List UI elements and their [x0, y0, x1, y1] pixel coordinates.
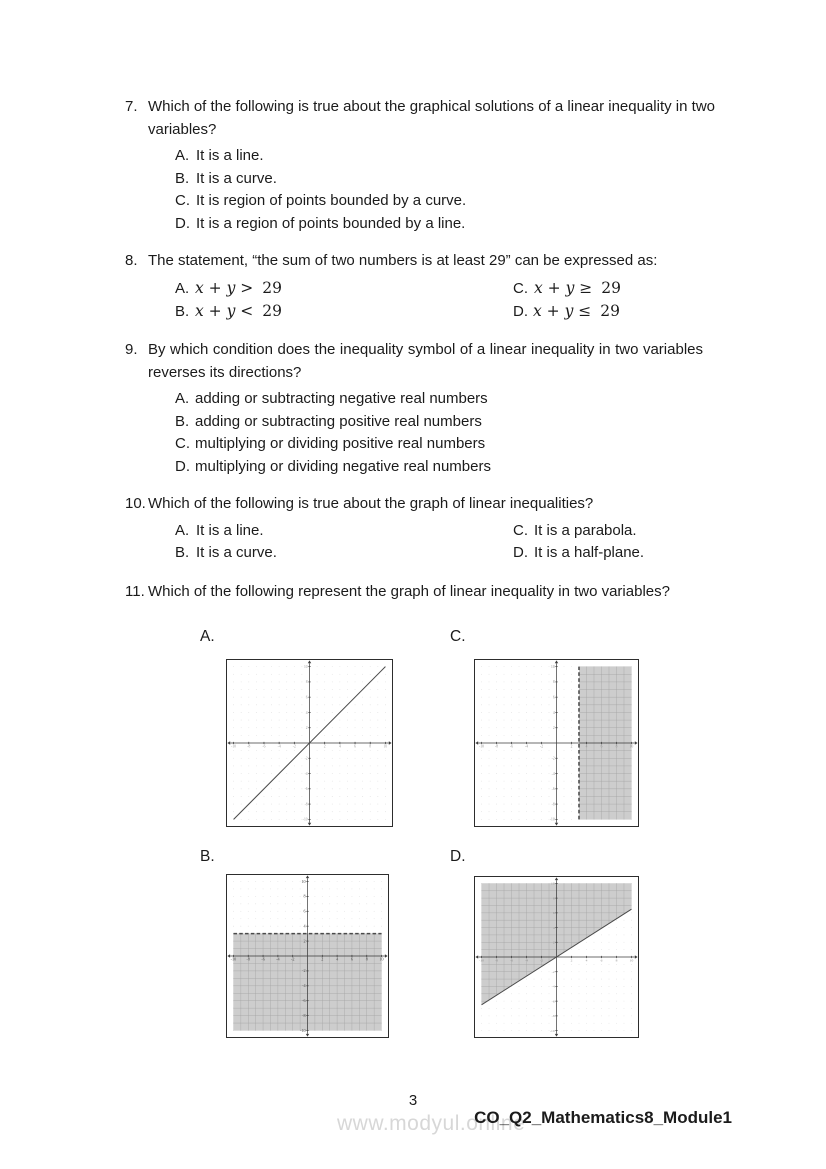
- option-10b: [175, 542, 513, 565]
- svg-text:-4: -4: [277, 744, 281, 749]
- option-9a-label: A.: [175, 390, 190, 407]
- svg-text:4: 4: [305, 710, 308, 715]
- svg-text:10: 10: [551, 664, 555, 669]
- svg-text:6: 6: [552, 695, 555, 700]
- graph-choice-label-b: B.: [200, 848, 215, 865]
- svg-text:-4: -4: [302, 983, 306, 989]
- option-10b-label: B.: [175, 544, 190, 561]
- option-10d-text: It is a half-plane.: [534, 544, 645, 561]
- svg-text:-2: -2: [540, 958, 544, 963]
- option-9b-text: adding or subtracting positive real numbers: [195, 412, 482, 430]
- svg-text:2: 2: [570, 958, 573, 963]
- svg-text:2: 2: [305, 726, 308, 731]
- svg-text:2: 2: [552, 726, 555, 731]
- svg-text:-6: -6: [510, 958, 514, 963]
- option-8a-expression: x + y >: [195, 278, 254, 297]
- svg-text:8: 8: [305, 680, 308, 685]
- question-9-number: 9.: [125, 341, 138, 358]
- option-10c-label: C.: [513, 521, 528, 539]
- option-8b: [175, 300, 513, 324]
- question-8-options: [175, 277, 745, 324]
- question-10-number: 10.: [125, 495, 146, 512]
- question-7-text: Which of the following is true about the graphical solutions of a linear inequality in two variables?: [148, 98, 715, 138]
- svg-text:8: 8: [615, 744, 618, 749]
- svg-text:-6: -6: [302, 997, 306, 1004]
- svg-text:-10: -10: [300, 1027, 306, 1033]
- question-8: [125, 250, 745, 324]
- svg-text:10: 10: [379, 956, 384, 962]
- svg-text:-10: -10: [479, 744, 484, 749]
- option-7a: [175, 145, 730, 168]
- question-11-number: 11.: [125, 583, 145, 600]
- svg-text:-10: -10: [302, 817, 308, 822]
- svg-text:-8: -8: [302, 1012, 306, 1018]
- graph-c-vertical-dashed-shaded-right: [474, 659, 639, 827]
- svg-text:-8: -8: [551, 1014, 555, 1019]
- option-10a-label: A.: [175, 521, 190, 539]
- question-11-text: Which of the following represent the graph of linear inequality in two variables?: [148, 583, 670, 600]
- svg-text:2: 2: [570, 744, 573, 749]
- option-7c: [175, 190, 730, 213]
- svg-text:-6: -6: [510, 744, 514, 749]
- option-10d: [513, 542, 644, 565]
- question-10-text: Which of the following is true about the graph of linear inequalities?: [148, 495, 594, 512]
- svg-text:-4: -4: [304, 771, 308, 776]
- question-9: [125, 339, 703, 478]
- option-9a-text: adding or subtracting negative real numbers: [195, 390, 488, 407]
- question-10: [125, 493, 745, 565]
- svg-text:8: 8: [552, 680, 555, 685]
- question-7: [125, 96, 730, 235]
- svg-text:-2: -2: [290, 956, 295, 962]
- option-8d-expression: x + y ≤: [533, 302, 592, 320]
- svg-text:4: 4: [552, 925, 555, 930]
- graph-a-line-y-equals-x: [226, 659, 393, 827]
- svg-text:6: 6: [303, 908, 306, 914]
- question-7-options: [175, 145, 730, 235]
- option-10b-text: It is a curve.: [196, 544, 277, 561]
- svg-text:-4: -4: [551, 771, 555, 776]
- option-8c: [513, 277, 621, 301]
- option-10a-text: It is a line.: [196, 521, 264, 539]
- watermark: www.modyul.online: [337, 1112, 526, 1135]
- option-10c-text: It is a parabola.: [534, 521, 637, 539]
- option-9d-text: multiplying or dividing negative real numbers: [195, 457, 491, 475]
- option-8d-label: D.: [513, 303, 528, 320]
- svg-text:8: 8: [615, 958, 618, 963]
- svg-text:-2: -2: [292, 744, 296, 749]
- svg-text:10: 10: [301, 878, 306, 884]
- svg-text:4: 4: [585, 958, 588, 963]
- question-9-text: By which condition does the inequality symbol of a linear inequality in two variables reverses its directions?: [148, 341, 703, 381]
- svg-text:-2: -2: [302, 968, 306, 974]
- svg-text:-10: -10: [230, 956, 237, 962]
- svg-text:-4: -4: [276, 956, 280, 962]
- svg-text:2: 2: [323, 744, 326, 749]
- svg-text:-6: -6: [261, 956, 265, 962]
- question-7-number: 7.: [125, 98, 138, 115]
- svg-text:-4: -4: [525, 958, 529, 963]
- option-8c-value: 29: [601, 278, 621, 297]
- svg-text:10: 10: [383, 744, 388, 749]
- option-8c-expression: x + y ≥: [534, 278, 593, 297]
- svg-text:-8: -8: [304, 802, 308, 807]
- option-8d-value: 29: [600, 302, 620, 320]
- option-9c-label: C.: [175, 435, 190, 452]
- svg-text:-10: -10: [549, 1028, 555, 1033]
- svg-text:-2: -2: [540, 744, 543, 749]
- option-7c-text: It is region of points bounded by a curve.: [196, 192, 467, 209]
- svg-text:6: 6: [305, 695, 308, 700]
- svg-text:6: 6: [600, 958, 603, 963]
- svg-text:2: 2: [552, 940, 555, 945]
- svg-text:-2: -2: [304, 756, 308, 761]
- option-9a: [175, 388, 703, 411]
- option-8a-value: 29: [262, 278, 282, 297]
- svg-text:10: 10: [551, 881, 555, 886]
- option-9c-text: multiplying or dividing positive real numbers: [195, 435, 486, 452]
- option-10d-label: D.: [513, 544, 528, 561]
- svg-text:8: 8: [303, 893, 306, 899]
- svg-text:8: 8: [552, 896, 555, 901]
- svg-text:6: 6: [350, 956, 353, 962]
- svg-text:2: 2: [303, 938, 306, 944]
- option-8a: [175, 277, 513, 301]
- svg-text:-8: -8: [246, 956, 250, 962]
- graph-choice-label-d: D.: [450, 848, 466, 865]
- svg-text:8: 8: [369, 744, 372, 749]
- svg-text:4: 4: [336, 956, 339, 962]
- svg-text:4: 4: [585, 744, 588, 749]
- svg-text:-8: -8: [551, 802, 555, 807]
- svg-text:10: 10: [629, 744, 634, 749]
- svg-text:-10: -10: [479, 958, 484, 963]
- option-7b-label: B.: [175, 169, 190, 187]
- option-7b: [175, 168, 730, 191]
- svg-text:-6: -6: [551, 787, 555, 792]
- option-8b-expression: x + y <: [195, 302, 254, 320]
- svg-text:-8: -8: [495, 958, 499, 963]
- page-number: 3: [408, 1092, 418, 1109]
- question-11: [125, 581, 765, 604]
- question-9-options: [175, 388, 703, 478]
- option-7a-text: It is a line.: [196, 147, 264, 164]
- graph-b-horizontal-dashed-shaded-below: [226, 874, 389, 1038]
- svg-text:-4: -4: [551, 984, 555, 989]
- svg-text:6: 6: [552, 911, 555, 916]
- svg-text:-6: -6: [304, 787, 308, 792]
- option-8b-label: B.: [175, 303, 190, 320]
- svg-text:8: 8: [365, 956, 368, 962]
- graph-choice-label-a: A.: [200, 628, 215, 645]
- option-7c-label: C.: [175, 192, 190, 209]
- option-7b-text: It is a curve.: [196, 169, 277, 187]
- svg-text:-2: -2: [551, 970, 555, 974]
- svg-text:-8: -8: [495, 744, 499, 749]
- option-9c: [175, 433, 703, 456]
- option-7d: [175, 213, 730, 236]
- option-7d-label: D.: [175, 214, 190, 232]
- option-9d-label: D.: [175, 457, 190, 475]
- option-8a-label: A.: [175, 279, 190, 297]
- option-7d-text: It is a region of points bounded by a line.: [196, 214, 466, 232]
- option-9b: [175, 411, 703, 434]
- option-9d: [175, 456, 703, 479]
- svg-text:-4: -4: [525, 744, 529, 749]
- option-10c: [513, 520, 637, 543]
- svg-text:4: 4: [303, 923, 306, 929]
- graph-d-solid-line-shaded-above: [474, 876, 639, 1038]
- graph-choice-label-c: C.: [450, 628, 466, 645]
- svg-text:-6: -6: [551, 999, 555, 1004]
- option-10a: [175, 520, 513, 543]
- module-footer-label: CO_Q2_Mathematics8_Module1: [474, 1108, 732, 1127]
- svg-text:-6: -6: [262, 744, 266, 749]
- svg-text:6: 6: [600, 744, 603, 749]
- question-8-text: The statement, “the sum of two numbers is at least 29” can be expressed as:: [148, 252, 658, 269]
- svg-text:-10: -10: [231, 744, 237, 749]
- option-8d: [513, 300, 620, 324]
- svg-text:-8: -8: [247, 744, 251, 749]
- option-9b-label: B.: [175, 412, 190, 430]
- option-8b-value: 29: [262, 302, 282, 320]
- question-8-number: 8.: [125, 252, 138, 269]
- option-7a-label: A.: [175, 147, 190, 164]
- svg-text:10: 10: [629, 958, 634, 963]
- svg-text:-2: -2: [551, 756, 555, 761]
- option-8c-label: C.: [513, 279, 528, 297]
- svg-text:4: 4: [338, 744, 341, 749]
- svg-text:-10: -10: [549, 817, 555, 822]
- question-10-options: [175, 520, 745, 565]
- svg-text:2: 2: [321, 956, 324, 962]
- svg-text:4: 4: [552, 710, 555, 715]
- svg-text:10: 10: [303, 664, 308, 669]
- svg-text:6: 6: [354, 744, 356, 749]
